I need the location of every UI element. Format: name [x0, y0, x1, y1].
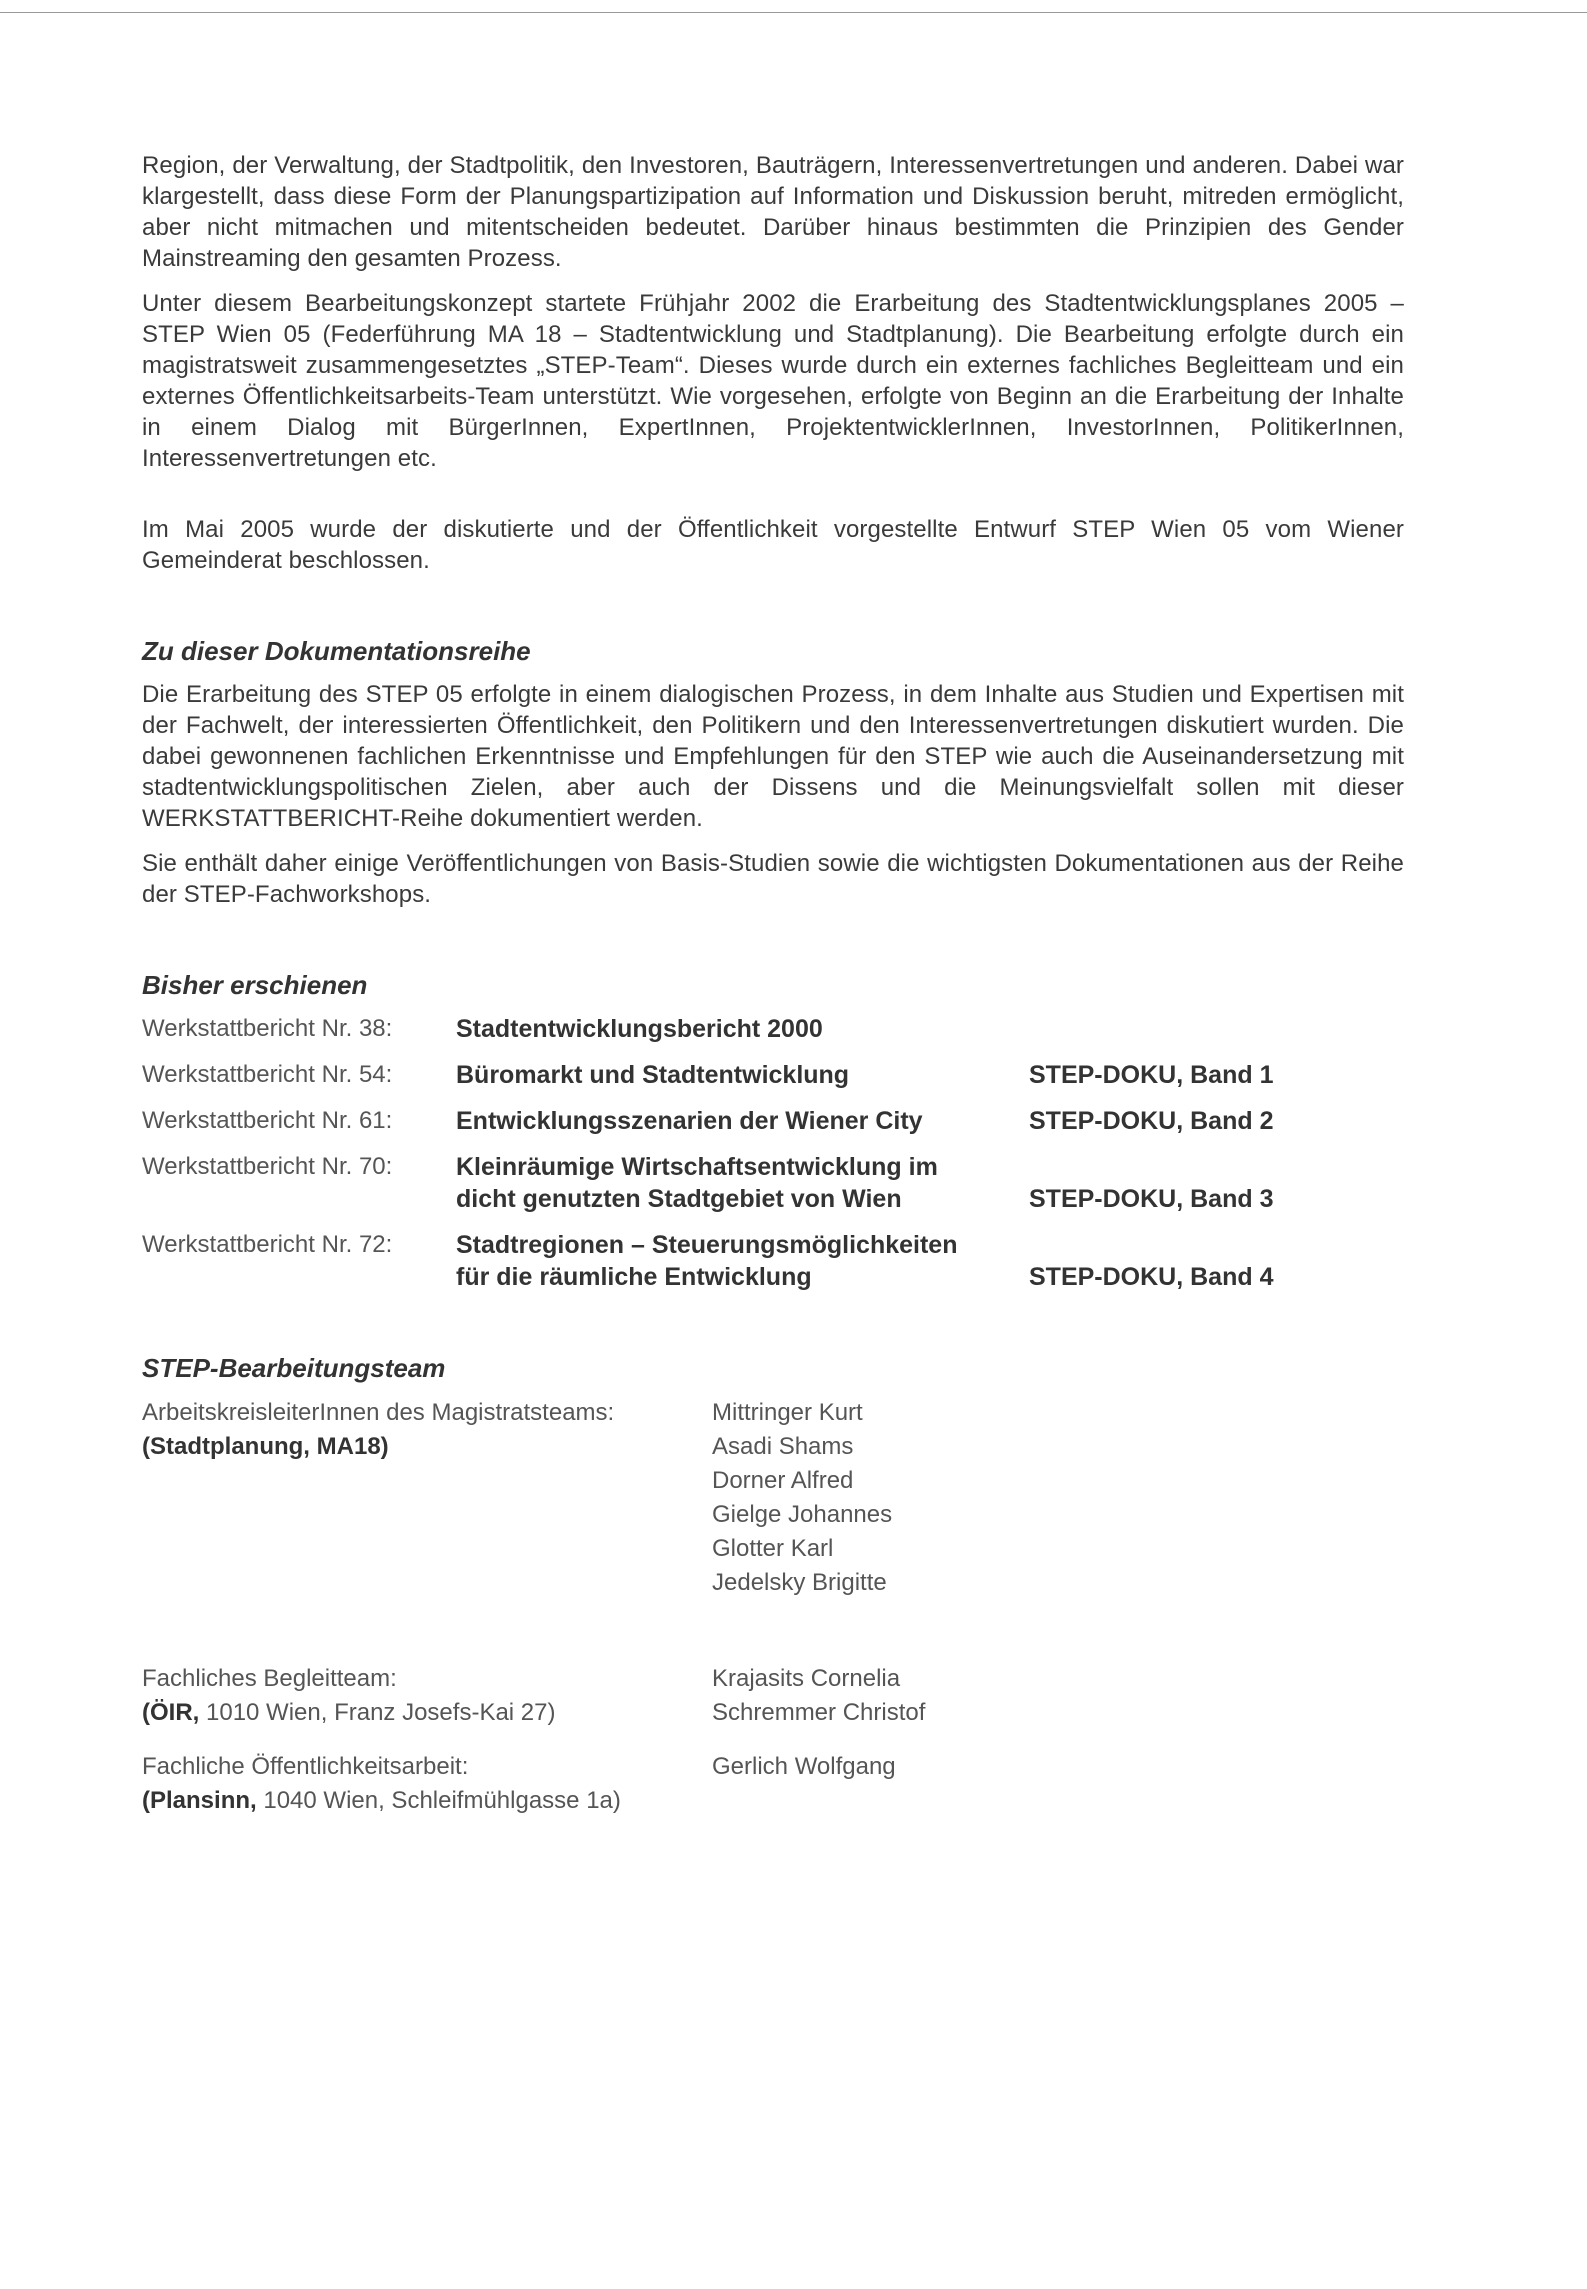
team-magistrat	[142, 1396, 1404, 1600]
team-label: Fachliches Begleitteam:	[142, 1665, 397, 1692]
pub-band: STEP-DOKU, Band 3	[1029, 1185, 1274, 1213]
team-member: Glotter Karl	[712, 1535, 834, 1562]
pub-band: STEP-DOKU, Band 1	[1029, 1061, 1274, 1089]
team-label: Fachliche Öffentlichkeitsarbeit:	[142, 1753, 469, 1780]
reihe-heading: Zu dieser Dokumentationsreihe	[142, 636, 531, 666]
intro-paragraph-1: Region, der Verwaltung, der Stadtpolitik, den Investoren, Bauträgern, Interessenvertretungen und anderen. Dabei war klargestellt, dass diese Form der Planungspartizipation auf Information und Diskussion beruht, mitreden ermöglicht, aber nicht mitmachen und mitentscheiden bedeutet. Darüber hinaus bestimmten die Prinzipien des Gender Mainstreaming den gesamten Prozess.	[142, 152, 1404, 272]
pub-title: Stadtregionen – Steuerungsmöglichkeiten für die räumliche Entwicklung	[456, 1231, 958, 1291]
team-member: Schremmer Christof	[712, 1699, 926, 1726]
pub-title: Entwicklungsszenarien der Wiener City	[456, 1107, 923, 1135]
team-member: Jedelsky Brigitte	[712, 1569, 887, 1596]
reihe-paragraph-1: Die Erarbeitung des STEP 05 erfolgte in einem dialogischen Prozess, in dem Inhalte aus Studien und Expertisen mit der Fachwelt, der interessierten Öffentlichkeit, den Politikern und den Interessenvertretungen diskutiert wurden. Die dabei gewonnenen fachlichen Erkenntnisse und Empfehlungen für den STEP wie auch die Auseinandersetzung mit stadtentwicklungspolitischen Zielen, aber auch der Dissens und die Meinungsvielfalt sollen mit dieser WERKSTATTBERICHT-Reihe dokumentiert werden.	[142, 681, 1404, 832]
team-member: Mittringer Kurt	[712, 1399, 863, 1426]
team-org: (Plansinn, 1040 Wien, Schleifmühlgasse 1a)	[142, 1787, 621, 1814]
team-names	[712, 1662, 1212, 1730]
document-page	[142, 150, 1404, 1818]
team-member: Asadi Shams	[712, 1433, 854, 1460]
pub-title: Büromarkt und Stadtentwicklung	[456, 1061, 850, 1089]
intro-paragraph-2: Unter diesem Bearbeitungskonzept startete Frühjahr 2002 die Erarbeitung des Stadtentwicklungsplanes 2005 – STEP Wien 05 (Federführung MA 18 – Stadtentwicklung und Stadtplanung). Die Bearbeitung erfolgte durch ein magistratsweit zusammengesetztes „STEP-Team“. Dieses wurde durch ein externes fachliches Begleitteam und ein externes Öffentlichkeitsarbeits-Team unterstützt. Wie vorgesehen, erfolgte von Beginn an die Erarbeitung der Inhalte in einem Dialog mit BürgerInnen, ExpertInnen, ProjektentwicklerInnen, InvestorInnen, PolitikerInnen, Interessenvertretungen etc.	[142, 290, 1404, 472]
team-names	[712, 1396, 1212, 1600]
team-member: Gielge Johannes	[712, 1501, 893, 1528]
pub-band: STEP-DOKU, Band 2	[1029, 1107, 1274, 1135]
pub-label: Werkstattbericht Nr. 54:	[142, 1061, 393, 1088]
team-org: (Stadtplanung, MA18)	[142, 1433, 389, 1460]
pub-label: Werkstattbericht Nr. 70:	[142, 1153, 393, 1180]
team-begleitteam	[142, 1662, 1404, 1730]
pub-label: Werkstattbericht Nr. 61:	[142, 1107, 393, 1134]
top-rule	[0, 12, 1587, 13]
team-names	[712, 1750, 1212, 1818]
team-org: (ÖIR, 1010 Wien, Franz Josefs-Kai 27)	[142, 1699, 556, 1726]
pub-title: Kleinräumige Wirtschaftsentwicklung im dicht genutzten Stadtgebiet von Wien	[456, 1153, 938, 1213]
pub-label: Werkstattbericht Nr. 38:	[142, 1015, 393, 1042]
team-member: Dorner Alfred	[712, 1467, 854, 1494]
pub-label: Werkstattbericht Nr. 72:	[142, 1231, 393, 1258]
pub-title: Stadtentwicklungsbericht 2000	[456, 1015, 823, 1043]
reihe-paragraph-2: Sie enthält daher einige Veröffentlichungen von Basis-Studien sowie die wichtigsten Dokumentationen aus der Reihe der STEP-Fachworkshops.	[142, 850, 1404, 908]
team-oeffentlichkeit	[142, 1750, 1404, 1818]
team-heading: STEP-Bearbeitungsteam	[142, 1353, 446, 1383]
publication-list	[142, 1013, 1404, 1293]
intro-paragraph-3: Im Mai 2005 wurde der diskutierte und der Öffentlichkeit vorgestellte Entwurf STEP Wien 05 vom Wiener Gemeinderat beschlossen.	[142, 516, 1404, 574]
team-member: Gerlich Wolfgang	[712, 1753, 896, 1780]
pub-band: STEP-DOKU, Band 4	[1029, 1263, 1274, 1291]
team-member: Krajasits Cornelia	[712, 1665, 901, 1692]
team-label: ArbeitskreisleiterInnen des Magistratsteams:	[142, 1399, 615, 1426]
bisher-heading: Bisher erschienen	[142, 970, 368, 1000]
